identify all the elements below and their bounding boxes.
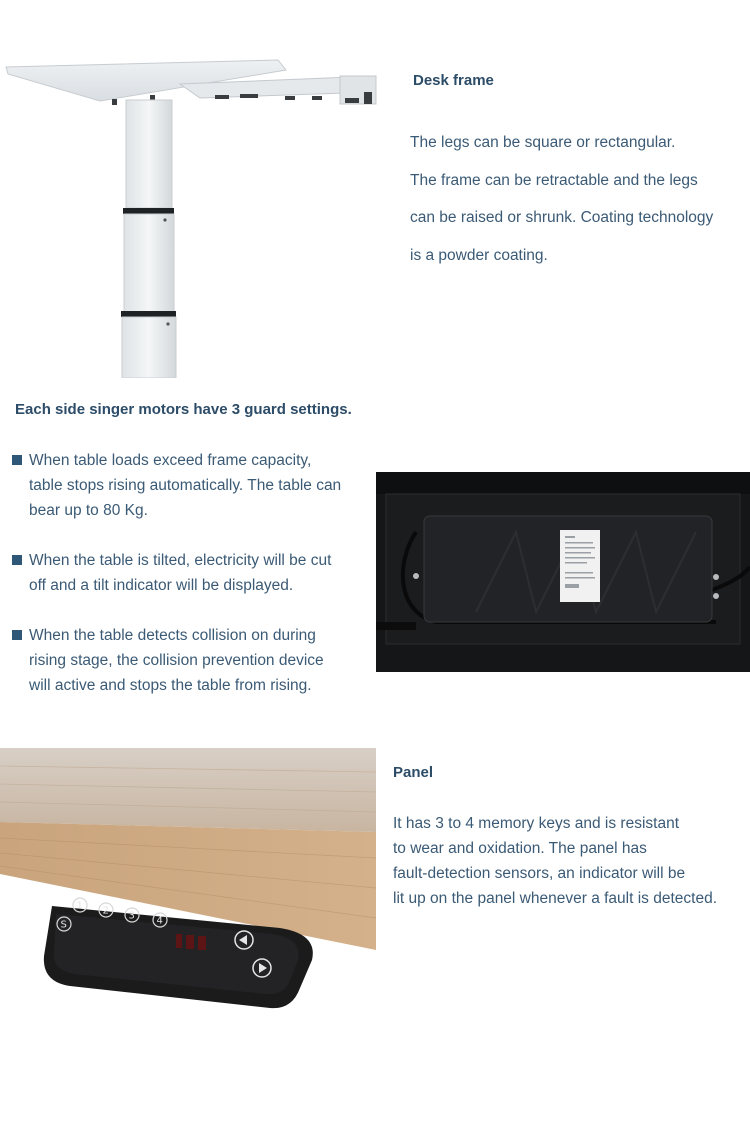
guard-bullet-load [12,448,372,523]
desk-frame-image [0,0,395,378]
desk-frame-description [410,124,750,275]
bullet-line: bear up to 80 Kg. [29,502,148,519]
bullet-line: will active and stops the table from rising. [29,677,312,694]
desk-frame-line: is a powder coating. [410,247,548,265]
bullet-square-icon [12,455,22,465]
memory-key-3: 3 [128,910,135,922]
control-panel-image [0,748,376,1010]
desk-frame-line: The legs can be square or rectangular. [410,134,676,151]
memory-key-4: 4 [156,915,163,927]
panel-line: to wear and oxidation. The panel has [393,840,647,857]
guard-settings-heading: Each side singer motors have 3 guard settings. [15,401,352,418]
desk-frame-line: can be raised or shrunk. Coating technology [410,209,714,227]
bullet-line: table stops rising automatically. The table can [29,477,342,494]
memory-key-2: 2 [102,905,109,917]
guard-bullet-collision [12,623,372,698]
bullet-square-icon [12,630,22,640]
guard-bullet-tilt [12,548,372,598]
panel-title: Panel [393,764,434,781]
panel-line: fault-detection sensors, an indicator will be [393,865,686,882]
memory-key-1: 1 [76,900,83,912]
bullet-square-icon [12,555,22,565]
bullet-line: rising stage, the collision prevention device [29,652,324,669]
panel-line: It has 3 to 4 memory keys and is resistant [393,815,680,832]
desk-frame-title: Desk frame [413,72,494,89]
bullet-line: When table loads exceed frame capacity, [29,452,312,469]
control-box-image [376,472,750,672]
memory-key-save: S [60,919,67,931]
bullet-line: When the table is tilted, electricity will be cut [29,552,332,569]
panel-line: lit up on the panel whenever a fault is detected. [393,890,717,907]
bullet-line: When the table detects collision on during [29,627,316,644]
panel-description [393,811,750,911]
bullet-line: off and a tilt indicator will be displayed. [29,577,294,594]
desk-frame-line: The frame can be retractable and the legs [410,171,698,189]
